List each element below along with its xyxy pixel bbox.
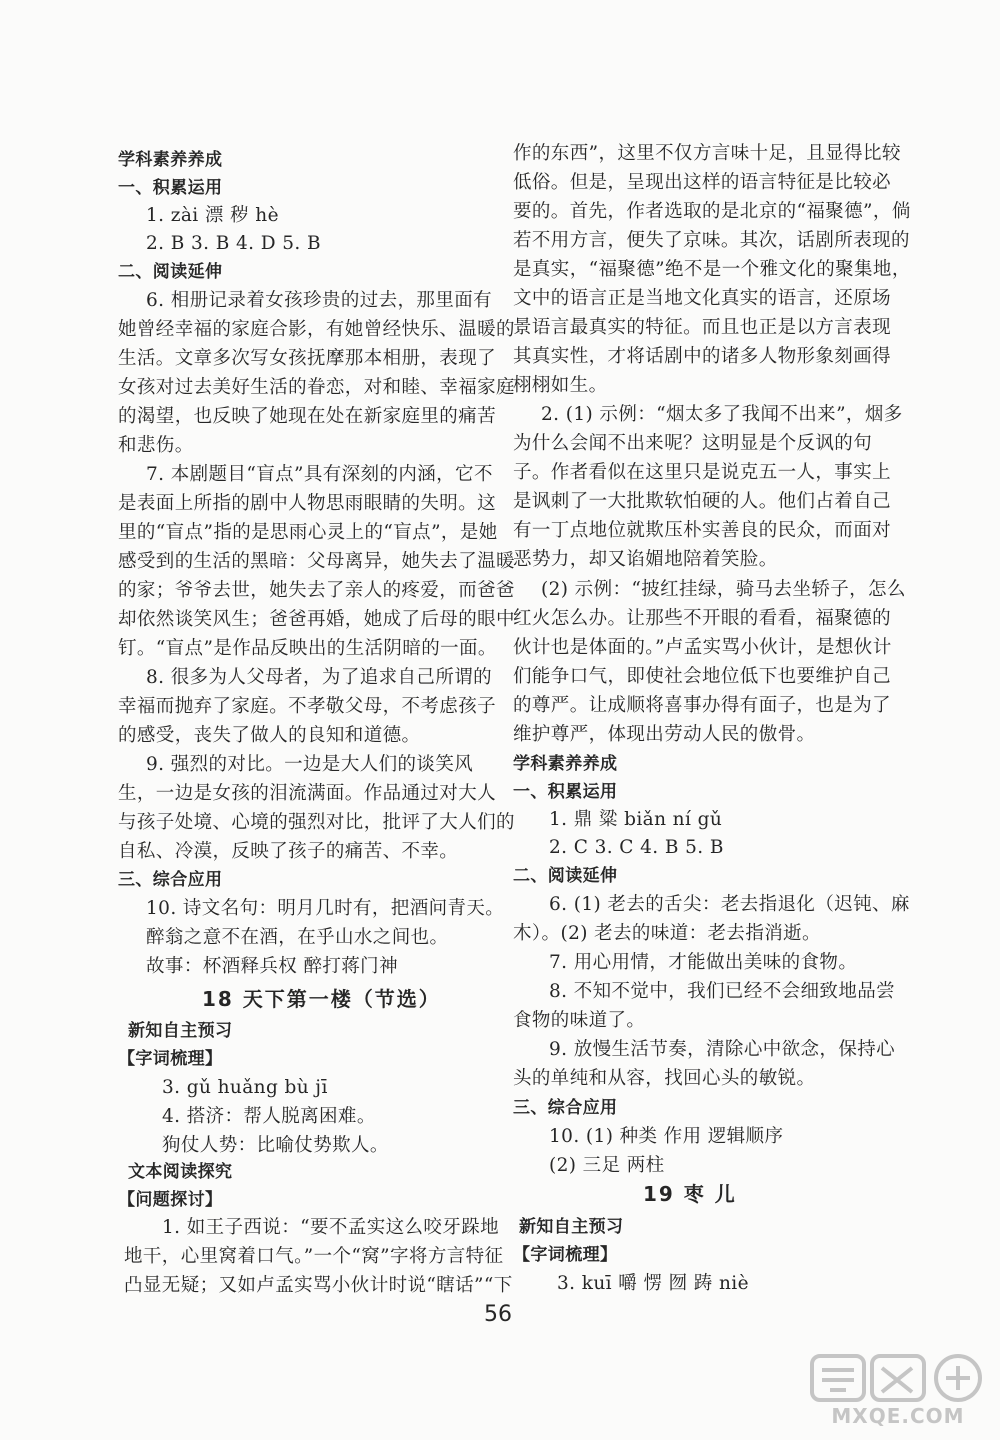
answer-line: 食物的味道了。	[513, 1010, 646, 1031]
answer-line: 里的“盲点”指的是思雨心灵上的“盲点”，是她	[118, 522, 498, 543]
answer-line: 8. 很多为人父母者，为了追求自己所谓的	[146, 667, 493, 688]
answer-line: 维护尊严，体现出劳动人民的傲骨。	[513, 724, 816, 745]
answer-line: 自私、冷漠，反映了孩子的痛苦、不幸。	[118, 841, 459, 862]
answer-line: 3. kuī 嚼 愣 囫 踌 niè	[557, 1273, 749, 1294]
answer-line: 6. 相册记录着女孩珍贵的过去，那里面有	[146, 290, 493, 311]
section-heading: 新知自主预习	[128, 1021, 233, 1041]
answer-line: 与孩子处境、心境的强烈对比，批评了大人们的	[118, 812, 515, 833]
answer-line: 1. 鼎 粱 biǎn ní gǔ	[549, 809, 723, 830]
answer-line: 的尊严。让成顺将喜事办得有面子，也是为了	[513, 695, 892, 716]
answer-line: 子。作者看似在这里只是说克五一人，事实上	[513, 462, 892, 483]
answer-line: 她曾经幸福的家庭合影，有她曾经快乐、温暖的	[118, 319, 515, 340]
section-heading: 三、综合应用	[513, 1098, 618, 1118]
answer-line: 是表面上所指的剧中人物思雨眼睛的失明。这	[118, 493, 497, 514]
section-heading: 二、阅读延伸	[513, 866, 618, 886]
answer-line: 木）。(2) 老去的味道：老去指消逝。	[513, 923, 821, 944]
answer-line: 文中的语言正是当地文化真实的语言，还原场	[513, 288, 892, 309]
answer-line: 却依然谈笑风生；爸爸再婚，她成了后母的眼中	[118, 609, 515, 630]
answer-line: 为什么会闻不出来呢？这明显是个反讽的句	[513, 433, 873, 454]
answer-line: 狗仗人势：比喻仗势欺人。	[162, 1135, 389, 1156]
answer-line: 作的东西”，这里不仅方言味十足，且显得比较	[513, 143, 901, 164]
answer-line: 女孩对过去美好生活的眷恋，对和睦、幸福家庭	[118, 377, 515, 398]
section-heading: 新知自主预习	[519, 1217, 624, 1237]
answer-line: 有一丁点地位就欺压朴实善良的民众，而面对	[513, 520, 892, 541]
answer-line: 7. 用心用情，才能做出美味的食物。	[549, 952, 858, 973]
answer-line: 生，一边是女孩的泪流满面。作品通过对大人	[118, 783, 497, 804]
answer-circle-logo-icon	[808, 1352, 988, 1406]
lesson-title: 19 枣 儿	[643, 1182, 737, 1206]
answer-line: 8. 不知不觉中，我们已经不会细致地品尝	[549, 981, 896, 1002]
section-heading: 学科素养养成	[513, 754, 618, 774]
section-heading: 【问题探讨】	[118, 1190, 223, 1210]
answer-line: 们能争口气，即使社会地位低下也要维护自己	[513, 666, 892, 687]
answer-line: 景语言最真实的特征。而且也正是以方言表现	[513, 317, 892, 338]
answer-line: (2) 示例：“披红挂绿，骑马去坐轿子，怎么	[541, 579, 906, 600]
answer-line: 是真实，“福聚德”绝不是一个雅文化的聚集地，	[513, 259, 911, 280]
section-heading: 一、积累运用	[118, 178, 223, 198]
answer-line: 其真实性，才将话剧中的诸多人物形象刻画得	[513, 346, 892, 367]
section-heading: 文本阅读探究	[128, 1162, 233, 1182]
answer-line: 6. (1) 老去的舌尖：老去指退化（迟钝、麻	[549, 894, 910, 915]
section-heading: 一、积累运用	[513, 782, 618, 802]
answer-line: 醉翁之意不在酒，在乎山水之间也。	[146, 927, 449, 948]
answer-line: 1. zài 漂 秽 hè	[146, 205, 279, 226]
answer-line: 7. 本剧题目“盲点”具有深刻的内涵，它不	[146, 464, 493, 485]
answer-line: 2. C 3. C 4. B 5. B	[549, 837, 724, 858]
answer-line: 感受到的生活的黑暗：父母离异，她失去了温暖	[118, 551, 515, 572]
answer-line: 1. 如王子西说：“要不孟实这么咬牙跺地	[162, 1217, 499, 1238]
section-heading: 【字词梳理】	[513, 1245, 618, 1265]
answer-line: 3. gǔ huǎng bù jī	[162, 1077, 328, 1098]
watermark-text: MXQE.COM	[831, 1404, 965, 1428]
answer-line: 4. 搭济：帮人脱离困难。	[162, 1106, 376, 1127]
answer-line: 2. (1) 示例：“烟太多了我闻不出来”，烟多	[541, 404, 903, 425]
answer-line: 的渴望，也反映了她现在处在新家庭里的痛苦	[118, 406, 497, 427]
answer-line: 地干，心里窝着口气。”一个“窝”字将方言特征	[124, 1246, 504, 1267]
answer-line: 凸显无疑；又如卢孟实骂小伙计时说“瞎话”“下	[124, 1275, 513, 1296]
answer-line: 和悲伤。	[118, 435, 194, 456]
answer-line: 生活。文章多次写女孩抚摩那本相册，表现了	[118, 348, 497, 369]
answer-line: 要的。首先，作者选取的是北京的“福聚德”，倘	[513, 201, 911, 222]
answer-line: 栩栩如生。	[513, 375, 608, 396]
answer-line: 恶势力，却又谄媚地陪着笑脸。	[513, 549, 778, 570]
answer-line: 9. 放慢生活节奏，清除心中欲念，保持心	[549, 1039, 896, 1060]
answer-line: 10. 诗文名句：明月几时有，把酒问青天。	[146, 898, 505, 919]
answer-line: 2. B 3. B 4. D 5. B	[146, 233, 321, 254]
answer-line: 若不用方言，便失了京味。其次，话剧所表现的	[513, 230, 910, 251]
answer-line: 的家；爷爷去世，她失去了亲人的疼爱，而爸爸	[118, 580, 515, 601]
answer-line: 10. (1) 种类 作用 逻辑顺序	[549, 1126, 784, 1147]
answer-line: 钉。“盲点”是作品反映出的生活阴暗的一面。	[118, 638, 497, 659]
answer-line: 幸福而抛弃了家庭。不孝敬父母，不考虑孩子	[118, 696, 497, 717]
answer-line: 红火怎么办。让那些不开眼的看看，福聚德的	[513, 608, 892, 629]
section-heading: 三、综合应用	[118, 870, 223, 890]
answer-line: 故事：杯酒释兵权 醉打蒋门神	[146, 956, 398, 977]
section-heading: 学科素养养成	[118, 150, 223, 170]
lesson-title: 18 天下第一楼（节选）	[202, 987, 441, 1011]
answer-line: 是讽刺了一大批欺软怕硬的人。他们占着自己	[513, 491, 892, 512]
answer-line: 的感受，丧失了做人的良知和道德。	[118, 725, 421, 746]
section-heading: 【字词梳理】	[118, 1049, 223, 1069]
answer-line: (2) 三足 两柱	[549, 1155, 665, 1176]
answer-line: 伙计也是体面的。”卢孟实骂小伙计，是想伙计	[513, 637, 892, 658]
watermark-logo	[800, 1352, 996, 1436]
answer-line: 低俗。但是，呈现出这样的语言特征是比较必	[513, 172, 892, 193]
answer-line: 9. 强烈的对比。一边是大人们的谈笑风	[146, 754, 474, 775]
page-number: 56	[484, 1302, 512, 1327]
section-heading: 二、阅读延伸	[118, 262, 223, 282]
answer-line: 头的单纯和从容，找回心头的敏锐。	[513, 1068, 816, 1089]
